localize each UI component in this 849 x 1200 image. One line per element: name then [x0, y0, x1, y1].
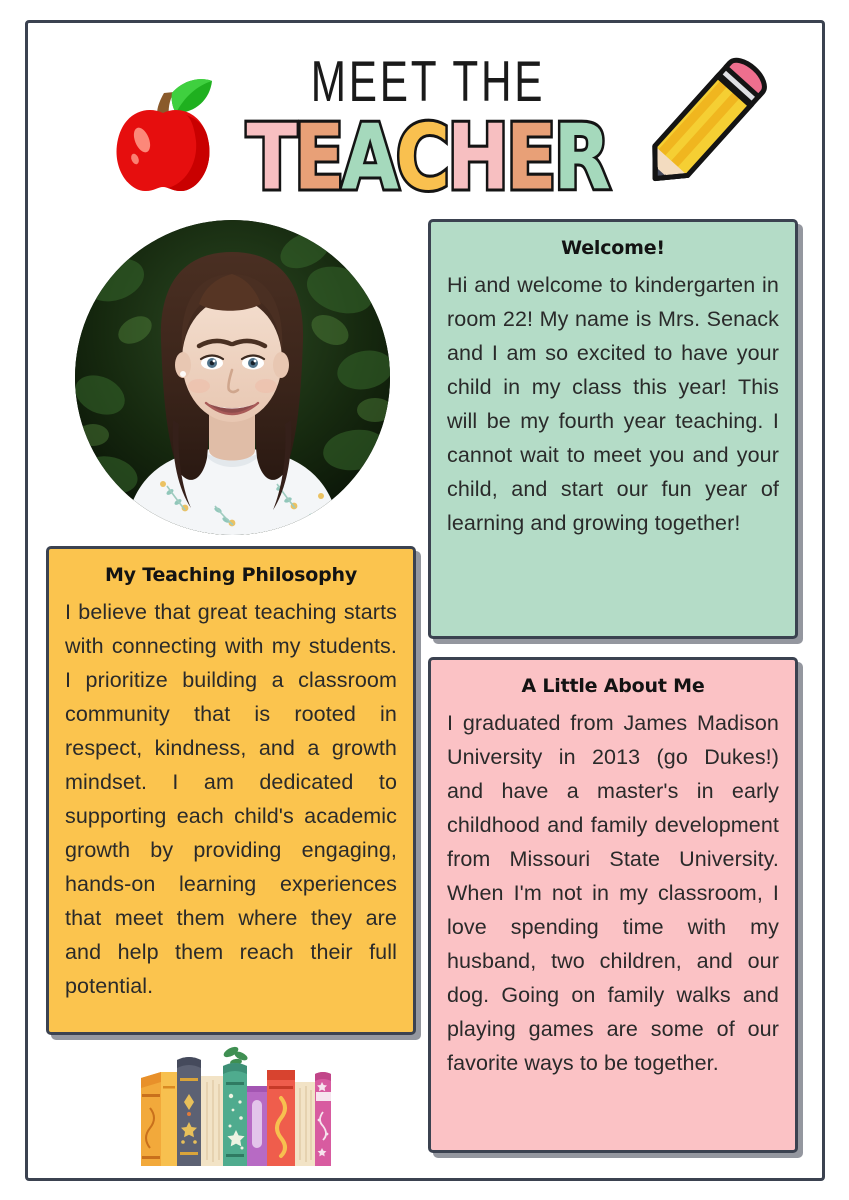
title-letter-2: A — [341, 105, 398, 211]
title-meet-the: MEET THE — [310, 48, 546, 114]
welcome-card-body: Hi and welcome to kindergarten in room 22! My name is Mrs. Senack and I am so excited to have your child in my class this year! This will be my fourth year teaching. I cannot wait to meet you and your child, and start our fun year of learning and growing together! — [447, 273, 779, 535]
teaching-philosophy-card-title: My Teaching Philosophy — [104, 564, 358, 586]
teaching-philosophy-card — [46, 546, 416, 1035]
title-block — [228, 43, 628, 211]
teacher-headshot-photo — [75, 220, 390, 535]
title-letter-5: E — [506, 105, 556, 211]
apple-icon — [98, 55, 228, 195]
poster-header — [28, 23, 822, 221]
teaching-philosophy-card-body: I believe that great teaching starts with connecting with my students. I prioritize building a classroom community that is rooted in respect, kindness, and a growth mindset. I am dedicated to supporting each child's academic growth by providing engaging, hands-on learning experiences that meet them where they are and help them reach their full potential. — [65, 600, 397, 998]
about-me-card-title: A Little About Me — [521, 675, 705, 697]
title-letter-1: E — [293, 105, 344, 211]
welcome-card-title: Welcome! — [561, 237, 665, 259]
title-letter-4: H — [447, 105, 509, 211]
about-me-card-body: I graduated from James Madison University in 2013 (go Dukes!) and have a master's in early childhood and family development from Missouri State University. When I'm not in my classroom, I love spending time with my husband, two children, and our dog. Going on family walks and playing games are some of our favorite ways to be together. — [447, 711, 779, 1075]
title-letter-0: T — [246, 105, 296, 211]
pencil-icon — [628, 53, 768, 208]
poster-page — [25, 20, 825, 1181]
title-letter-6: R — [553, 105, 610, 211]
title-letter-3: C — [395, 105, 450, 211]
stack-of-books-icon — [128, 1038, 338, 1166]
title-teacher — [228, 105, 628, 211]
about-me-card — [428, 657, 798, 1153]
welcome-card — [428, 219, 798, 639]
